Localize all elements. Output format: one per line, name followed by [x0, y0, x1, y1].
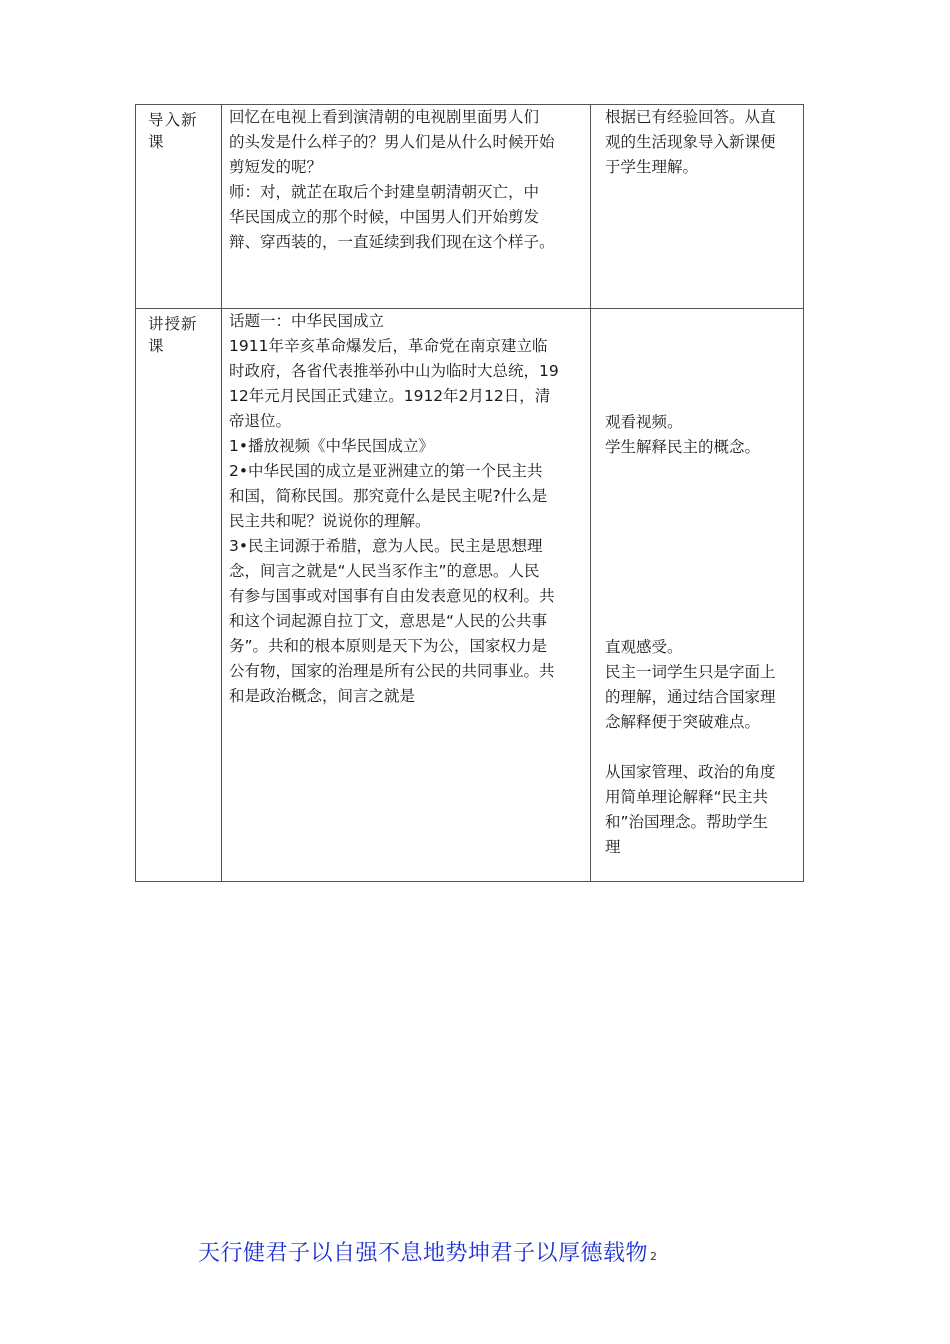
stage-label: 导入新 课	[148, 111, 198, 151]
content-cell	[222, 309, 591, 881]
lesson-content: 回忆在电视上看到演清朝的电视剧里面男人们 的头发是什么样子的？男人们是从什么时候开始 剪短发的呢？ 师：对，就芷在取后个封建皇朝清朝灭亡，中 华民国成立的那个时候，中国男人们开始剪发 辩、穿西装的，一直延续到我们现在这个样子。	[229, 108, 555, 251]
lesson-plan-table	[135, 104, 804, 882]
notes-cell	[591, 105, 803, 308]
page-number: 2	[650, 1250, 658, 1263]
notes-cell	[591, 309, 803, 881]
design-notes-theory: 从国家管理、政治的角度 用简单理论解释“民主共 和”治国理念。帮助学生 理	[605, 763, 776, 856]
footer-motto	[198, 1236, 658, 1267]
table-row	[136, 309, 803, 881]
table-row	[136, 105, 803, 309]
stage-cell	[136, 105, 222, 308]
design-notes-video: 观看视频。 学生解释民主的概念。	[605, 413, 761, 456]
design-notes-intuitive: 直观感受。 民主一词学生只是字面上 的理解，通过结合国家理 念解释便于突破难点。	[605, 638, 776, 731]
lesson-content: 话题一：中华民国成立 1911年辛亥革命爆发后，革命党在南京建立临 时政府，各省代表推举孙中山为临时大总统，19 12年元月民国正式建立。1912年2月12日，清 帝退位。 1•播放视频《中华民国成立》 2•中华民国的成立是亚洲建立的第一个民主共 和国，简称民国。那究竟什么是民主呢?什么是 民主共和呢？说说你的理解。 3•民主词源于希腊，意为人民。民主是思想理 念，间言之就是“人民当豕作主”的意思。人民 有参与国事或对国事有自由发表意见的权利。共 和这个词起源自拉丁文，意思是“人民的公共事 务”。共和的根本原则是天下为公，国家权力是 公有物，国家的治理是所有公民的共同事业。共 和是政治概念，间言之就是	[229, 312, 559, 705]
design-notes: 根据已有经验回答。从直 观的生活现象导入新课便 于学生理解。	[605, 108, 776, 176]
stage-cell	[136, 309, 222, 881]
motto-text: 天行健君子以自强不息地势坤君子以厚德载物	[198, 1241, 649, 1266]
stage-label: 讲授新 课	[148, 315, 198, 355]
content-cell	[222, 105, 591, 308]
